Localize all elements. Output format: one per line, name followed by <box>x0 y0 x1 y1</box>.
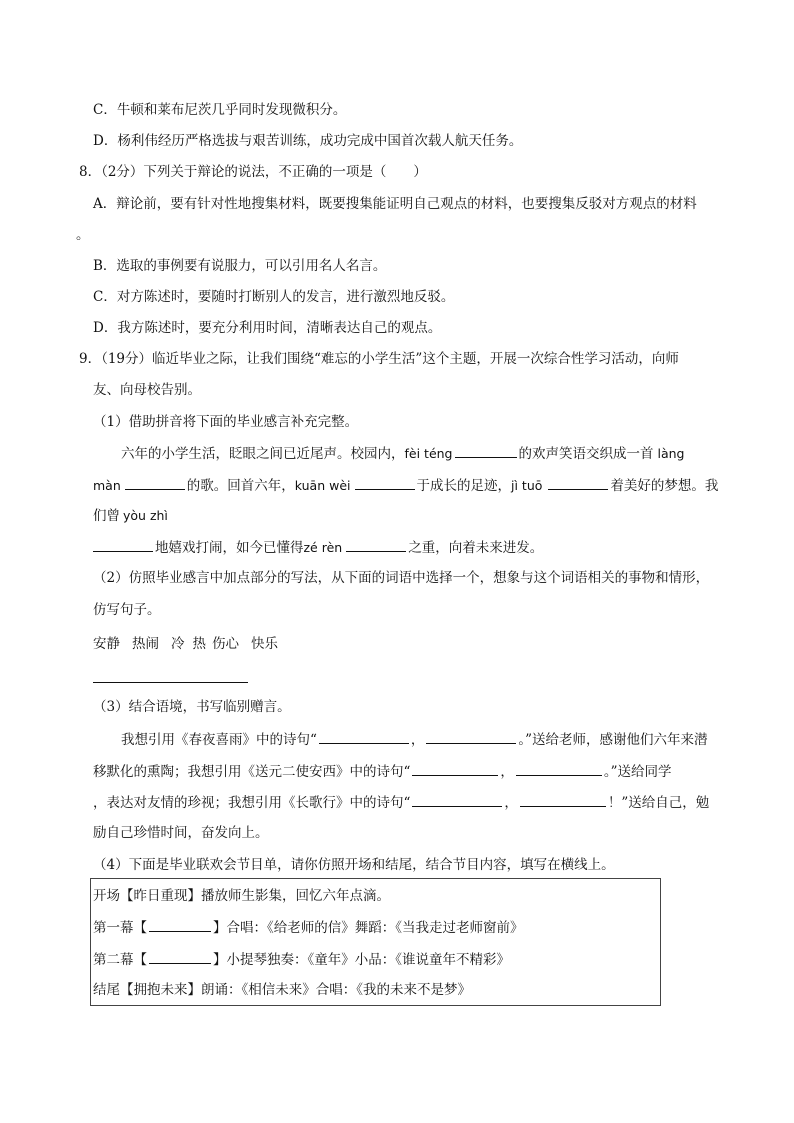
pinyin-feiteng: fèi téng <box>404 446 453 461</box>
program-row-act1 <box>93 917 524 938</box>
answer-blank[interactable] <box>319 729 409 744</box>
pinyin-zeren: zé rèn <box>303 540 343 555</box>
answer-blank[interactable] <box>412 761 498 776</box>
program-row-act2 <box>93 949 510 970</box>
text-segment: 六年的小学生活，眨眼之间已近尾声。校园内， <box>121 446 405 462</box>
q8-option-c: C．对方陈述时，要随时打断别人的发言，进行激烈地反驳。 <box>93 289 455 305</box>
q9-stem-cont: 友、向母校告别。 <box>93 382 201 398</box>
answer-blank[interactable] <box>548 475 608 490</box>
q9-part3-title: （3）结合语境，书写临别赠言。 <box>93 699 291 715</box>
text-segment: 着美好的梦想。我 <box>610 478 719 494</box>
q9-part2-title-cont: 仿写句子。 <box>93 602 161 618</box>
q9-part3-line3 <box>93 792 709 813</box>
text-segment: 】合唱：《给老师的信》舞蹈：《当我走过老师窗前》 <box>213 920 524 936</box>
answer-blank[interactable] <box>355 475 415 490</box>
text-segment: 第一幕【 <box>93 920 147 936</box>
text-segment: ，表达对友情的珍视；我想引用《长歌行》中的诗句“ <box>93 795 411 811</box>
program-row-ending: 结尾【拥抱未来】朗诵：《相信未来》合唱：《我的未来不是梦》 <box>93 982 471 998</box>
q8-option-b: B．选取的事例要有说服力，可以引用名人名言。 <box>93 258 387 274</box>
answer-blank[interactable] <box>93 537 153 552</box>
text-segment: 】小提琴独奏：《童年》小品：《谁说童年不精彩》 <box>213 952 510 968</box>
text-segment: ， <box>504 795 518 811</box>
word-option: 热闹 <box>132 636 159 652</box>
word-option: 冷 <box>171 636 185 652</box>
q9-part4-title: （4）下面是毕业联欢会节目单，请你仿照开场和结尾，结合节目内容，填写在横线上。 <box>93 857 615 873</box>
q7-option-d: D．杨利伟经历严格选拔与艰苦训练，成功完成中国首次载人航天任务。 <box>93 133 523 149</box>
q8-stem: 8．（2分）下列关于辩论的说法，不正确的一项是（ ） <box>79 164 427 180</box>
q8-option-a: A．辩论前，要有针对性地搜集材料，既要搜集能证明自己观点的材料，也要搜集反驳对方观点的材料 <box>93 196 697 212</box>
text-segment: ， <box>410 732 425 748</box>
pinyin-youzhi: yòu zhì <box>123 508 168 523</box>
program-row-opening: 开场【昨日重现】播放师生影集，回忆六年点滴。 <box>93 888 390 904</box>
text-segment: 地嬉戏打闹，如今已懂得 <box>155 540 304 556</box>
text-segment: 的欢声笑语交织成一首 <box>518 446 654 462</box>
q9-part3-line2 <box>93 761 672 782</box>
answer-blank[interactable] <box>455 443 517 458</box>
word-option: 热 <box>192 636 206 652</box>
answer-blank[interactable] <box>520 792 606 807</box>
q7-option-c: C．牛顿和莱布尼茨几乎同时发现微积分。 <box>93 102 347 118</box>
answer-blank[interactable] <box>149 949 211 964</box>
text-segment: 的歌。回首六年， <box>186 478 295 494</box>
text-segment: 移默化的熏陶；我想引用《送元二使安西》中的诗句“ <box>93 764 411 780</box>
text-segment: ！”送给自己，勉 <box>607 795 710 811</box>
answer-blank[interactable] <box>516 761 602 776</box>
text-segment: 之重，向着未来进发。 <box>408 540 544 556</box>
text-segment: 们曾 <box>93 508 120 524</box>
q8-option-a-end: 。 <box>76 227 90 243</box>
pinyin-man: màn <box>93 478 121 493</box>
word-option: 快乐 <box>251 636 278 652</box>
q9-part1-line3 <box>93 506 168 526</box>
pinyin-lang: làng <box>657 446 685 461</box>
text-segment: 我想引用《春夜喜雨》中的诗句“ <box>121 732 317 748</box>
answer-blank[interactable] <box>346 537 406 552</box>
q9-part1-line2 <box>93 475 718 496</box>
pinyin-jituo: jì tuō <box>511 478 543 493</box>
q9-part2-title: （2）仿照毕业感言中加点部分的写法，从下面的词语中选择一个，想象与这个词语相关的事物和情形， <box>93 570 710 586</box>
q8-option-d: D．我方陈述时，要充分利用时间，清晰表达自己的观点。 <box>93 320 442 336</box>
q9-part2-word-list <box>93 634 290 654</box>
q9-part1-line1 <box>121 443 685 464</box>
answer-blank[interactable] <box>412 792 502 807</box>
text-segment: 于成长的足迹， <box>416 478 511 494</box>
answer-line[interactable] <box>93 682 248 683</box>
text-segment: 。”送给同学 <box>603 764 672 780</box>
q9-part3-line4: 励自己珍惜时间，奋发向上。 <box>93 825 269 841</box>
q9-stem: 9．（19分）临近毕业之际，让我们围绕“难忘的小学生活”这个主题，开展一次综合性学习活动，向师 <box>79 351 679 367</box>
pinyin-kuanwei: kuān wèi <box>294 478 351 493</box>
q9-part1-line4 <box>93 537 543 558</box>
text-segment: 。”送给老师，感谢他们六年来潜 <box>518 732 708 748</box>
answer-blank[interactable] <box>149 917 211 932</box>
answer-blank[interactable] <box>426 729 516 744</box>
q9-part3-line1 <box>121 729 708 750</box>
word-option: 安静 <box>93 636 120 652</box>
text-segment: 第二幕【 <box>93 952 147 968</box>
word-option: 伤心 <box>212 636 239 652</box>
text-segment: ， <box>500 764 514 780</box>
answer-blank[interactable] <box>125 475 185 490</box>
q9-part1-title: （1）借助拼音将下面的毕业感言补充完整。 <box>93 414 359 430</box>
